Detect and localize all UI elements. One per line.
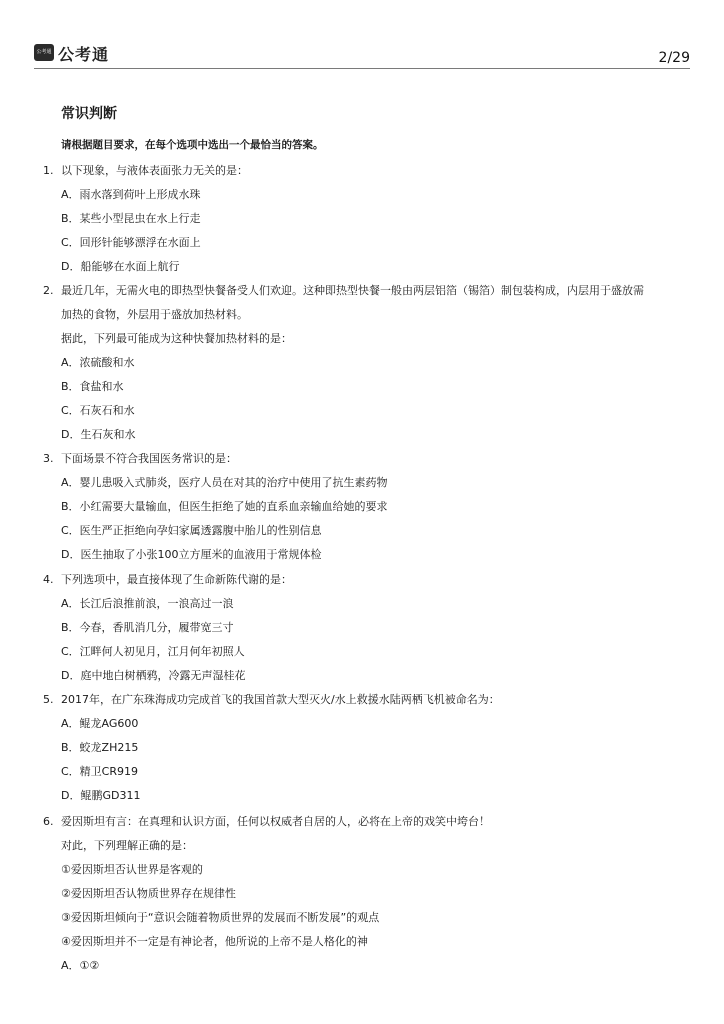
instruction-text: 请根据题目要求，在每个选项中选出一个最恰当的答案。 [61, 139, 324, 151]
question-stem [43, 693, 500, 707]
option-item: B．食盐和水 [61, 380, 124, 393]
question-number: 1. [43, 164, 54, 177]
option-item: C．医生严正拒绝向孕妇家属透露腹中胎儿的性别信息 [61, 524, 322, 537]
question-text: 爱因斯坦有言：在真理和认识方面，任何以权威者自居的人，必将在上帝的戏笑中垮台！ [61, 815, 490, 828]
question-stem [43, 164, 248, 178]
question-text: 最近几年，无需火电的即热型快餐备受人们欢迎。这种即热型快餐一般由两层铝箔（锡箔）制包装构成，内层用于盛放需 [61, 284, 644, 297]
option-item: A．婴儿患吸入式肺炎，医疗人员在对其的治疗中使用了抗生素药物 [61, 476, 388, 489]
section-title: 常识判断 [61, 106, 117, 122]
question-stem [43, 452, 237, 466]
question-stem [43, 573, 292, 587]
question-stem [43, 815, 490, 829]
logo-badge-icon: 公考通 [34, 44, 54, 61]
option-item: B．某些小型昆虫在水上行走 [61, 212, 201, 225]
option-item: C．石灰石和水 [61, 404, 135, 417]
option-item: C．精卫CR919 [61, 765, 138, 778]
option-item: B．小红需要大量输血，但医生拒绝了她的直系血亲输血给她的要求 [61, 500, 388, 513]
option-item: A．鲲龙AG600 [61, 717, 139, 730]
option-item: A．雨水落到荷叶上形成水珠 [61, 188, 201, 201]
question-number: 2. [43, 284, 54, 297]
logo-text: 公考通 [58, 45, 110, 64]
option-item: D．鲲鹏GD311 [61, 789, 141, 802]
question-number: 4. [43, 573, 54, 586]
option-item: A．长江后浪推前浪，一浪高过一浪 [61, 597, 234, 610]
option-item: D．生石灰和水 [61, 428, 136, 441]
option-item: D．船能够在水面上航行 [61, 260, 180, 273]
question-text: 下列选项中，最直接体现了生命新陈代谢的是： [61, 573, 292, 586]
statement-item: ①爱因斯坦否认世界是客观的 [61, 863, 203, 876]
option-item: C．江畔何人初见月，江月何年初照人 [61, 645, 245, 658]
statement-item: ②爱因斯坦否认物质世界存在规律性 [61, 887, 236, 900]
question-text: 以下现象，与液体表面张力无关的是： [61, 164, 248, 177]
question-stem [43, 284, 644, 298]
question-text-cont: 加热的食物，外层用于盛放加热材料。 [61, 308, 248, 321]
question-text: 下面场景不符合我国医务常识的是： [61, 452, 237, 465]
question-number: 5. [43, 693, 54, 706]
question-prompt: 据此，下列最可能成为这种快餐加热材料的是： [61, 332, 292, 345]
option-item: B．今春，香肌消几分，履带宽三寸 [61, 621, 234, 634]
statement-item: ④爱因斯坦并不一定是有神论者，他所说的上帝不是人格化的神 [61, 935, 368, 948]
question-text: 2017年，在广东珠海成功完成首飞的我国首款大型灭火/水上救援水陆两栖飞机被命名为： [61, 693, 500, 706]
option-item: D．庭中地白树栖鸦，冷露无声湿桂花 [61, 669, 246, 682]
option-item: A．①② [61, 959, 100, 972]
question-number: 6. [43, 815, 54, 828]
question-prompt: 对此，下列理解正确的是： [61, 839, 193, 852]
option-item: D．医生抽取了小张100立方厘米的血液用于常规体检 [61, 548, 322, 561]
option-item: C．回形针能够漂浮在水面上 [61, 236, 201, 249]
question-number: 3. [43, 452, 54, 465]
option-item: B．蛟龙ZH215 [61, 741, 139, 754]
statement-item: ③爱因斯坦倾向于“意识会随着物质世界的发展而不断发展”的观点 [61, 911, 380, 924]
page-number: 2/29 [658, 50, 690, 66]
option-item: A．浓硫酸和水 [61, 356, 135, 369]
